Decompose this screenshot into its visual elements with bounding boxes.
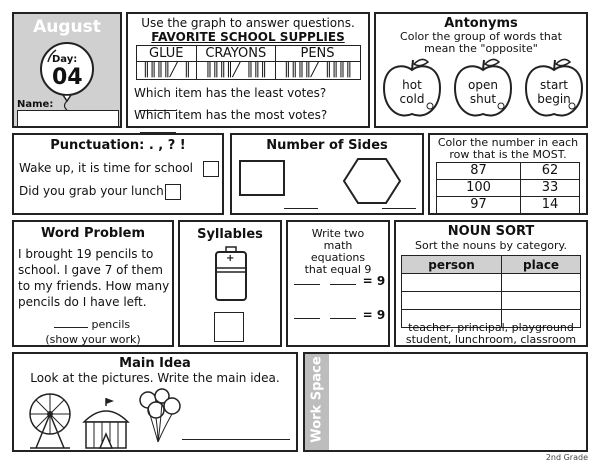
date-panel	[12, 12, 122, 128]
month-title: August	[33, 17, 101, 37]
word-problem-panel	[12, 220, 174, 347]
punctuation-box-2[interactable]	[165, 184, 181, 200]
main-idea-instruction: Look at the pictures. Write the main idea.	[30, 371, 280, 385]
sides-answer-rectangle[interactable]	[284, 207, 318, 209]
word-problem-answer-line[interactable]	[54, 326, 88, 328]
punctuation-panel	[12, 133, 224, 215]
noun-sort-cell[interactable]	[402, 292, 502, 310]
compare-panel	[428, 133, 588, 215]
noun-word-bank-1: teacher, principal, playground	[408, 321, 574, 334]
main-idea-title: Main Idea	[119, 356, 191, 371]
compare-cell[interactable]: 62	[520, 163, 579, 180]
antonym-word-1b: cold	[399, 92, 425, 106]
antonyms-instruction: Color the group of words that mean the "opposite"	[400, 30, 562, 55]
work-space-label: Work Space	[309, 356, 325, 443]
name-label: Name:	[17, 99, 54, 110]
noun-sort-table	[401, 255, 581, 328]
noun-sort-cell[interactable]	[402, 274, 502, 292]
tally-header-pens: PENS	[275, 46, 360, 62]
graph-title: FAVORITE SCHOOL SUPPLIES	[151, 30, 345, 44]
antonyms-panel	[374, 12, 588, 128]
equation-1-blank-a[interactable]	[294, 283, 320, 285]
word-problem-note: (show your work)	[45, 333, 141, 346]
equations-instruction: Write two math equations that equal 9	[304, 227, 372, 276]
compare-cell[interactable]: 14	[520, 197, 579, 214]
antonyms-title: Antonyms	[444, 16, 518, 31]
equation-1-blank-b[interactable]	[330, 283, 356, 285]
word-problem-title: Word Problem	[40, 226, 146, 241]
day-number: 04	[52, 65, 83, 90]
question-least: Which item has the least votes?	[134, 86, 327, 100]
sides-panel	[230, 133, 424, 215]
punctuation-sentence-2: Did you grab your lunch	[19, 184, 164, 198]
equation-1-result: = 9	[362, 274, 386, 288]
noun-sort-header-place: place	[502, 256, 581, 274]
equation-2-blank-b[interactable]	[330, 317, 356, 319]
word-problem-text: I brought 19 pencils to school. I gave 7 of them to my friends. How many pencils do I have left.	[18, 247, 170, 309]
rectangle-shape	[238, 159, 286, 197]
noun-sort-header-person: person	[402, 256, 502, 274]
apple-row	[380, 56, 586, 122]
tally-table	[136, 45, 361, 80]
apple-open-shut[interactable]	[451, 56, 515, 122]
equation-2-result: = 9	[362, 308, 386, 322]
punctuation-title: Punctuation: . , ? !	[50, 138, 186, 153]
syllables-answer-box[interactable]	[214, 312, 244, 342]
circus-tent-icon	[78, 396, 134, 452]
syllables-title: Syllables	[197, 227, 263, 242]
compare-table	[436, 162, 580, 214]
sides-title: Number of Sides	[266, 138, 388, 153]
compare-cell[interactable]: 33	[520, 180, 579, 197]
equations-panel	[286, 220, 390, 347]
tally-header-glue: GLUE	[136, 46, 197, 62]
work-space-panel[interactable]	[303, 352, 588, 452]
apple-start-begin[interactable]	[522, 56, 586, 122]
hexagon-shape	[342, 157, 402, 205]
antonym-word-3a: start	[540, 78, 568, 92]
tally-glue: ║║║║╱ ║	[136, 62, 197, 80]
sides-answer-hexagon[interactable]	[382, 207, 416, 209]
battery-plus: +	[226, 253, 235, 264]
antonym-word-2a: open	[468, 78, 498, 92]
grade-label: 2nd Grade	[545, 453, 588, 462]
noun-sort-cell[interactable]	[502, 292, 581, 310]
main-idea-answer-line[interactable]	[182, 438, 290, 440]
tally-pens: ║║║║╱ ║║║║	[275, 62, 360, 80]
compare-cell[interactable]: 97	[437, 197, 521, 214]
apple-hot-cold[interactable]	[380, 56, 444, 122]
graph-instruction: Use the graph to answer questions.	[141, 16, 355, 30]
compare-cell[interactable]: 87	[437, 163, 521, 180]
tally-crayons: ║║║║╱ ║║║	[197, 62, 276, 80]
name-field[interactable]	[17, 110, 119, 127]
noun-sort-instruction: Sort the nouns by category.	[415, 239, 567, 252]
syllables-panel	[178, 220, 282, 347]
antonym-word-3b: begin	[537, 92, 571, 106]
punctuation-box-1[interactable]	[203, 161, 219, 177]
balloons-icon	[136, 388, 182, 450]
question-most: Which item has the most votes?	[134, 108, 328, 122]
day-label: Day:	[52, 54, 78, 65]
antonym-word-2b: shut	[469, 92, 497, 106]
word-problem-unit: pencils	[91, 318, 131, 331]
noun-sort-panel	[394, 220, 588, 347]
equation-2-blank-a[interactable]	[294, 317, 320, 319]
ferris-wheel-icon	[24, 390, 76, 450]
noun-sort-title: NOUN SORT	[447, 224, 535, 239]
graph-panel	[126, 12, 370, 128]
compare-instruction: Color the number in each row that is the MOST.	[437, 136, 579, 161]
tally-header-crayons: CRAYONS	[197, 46, 276, 62]
punctuation-sentence-1: Wake up, it is time for school	[19, 161, 193, 175]
noun-word-bank-2: student, lunchroom, classroom	[405, 333, 577, 346]
noun-sort-cell[interactable]	[502, 274, 581, 292]
antonym-word-1a: hot	[402, 78, 422, 92]
main-idea-panel	[12, 352, 298, 452]
compare-cell[interactable]: 100	[437, 180, 521, 197]
